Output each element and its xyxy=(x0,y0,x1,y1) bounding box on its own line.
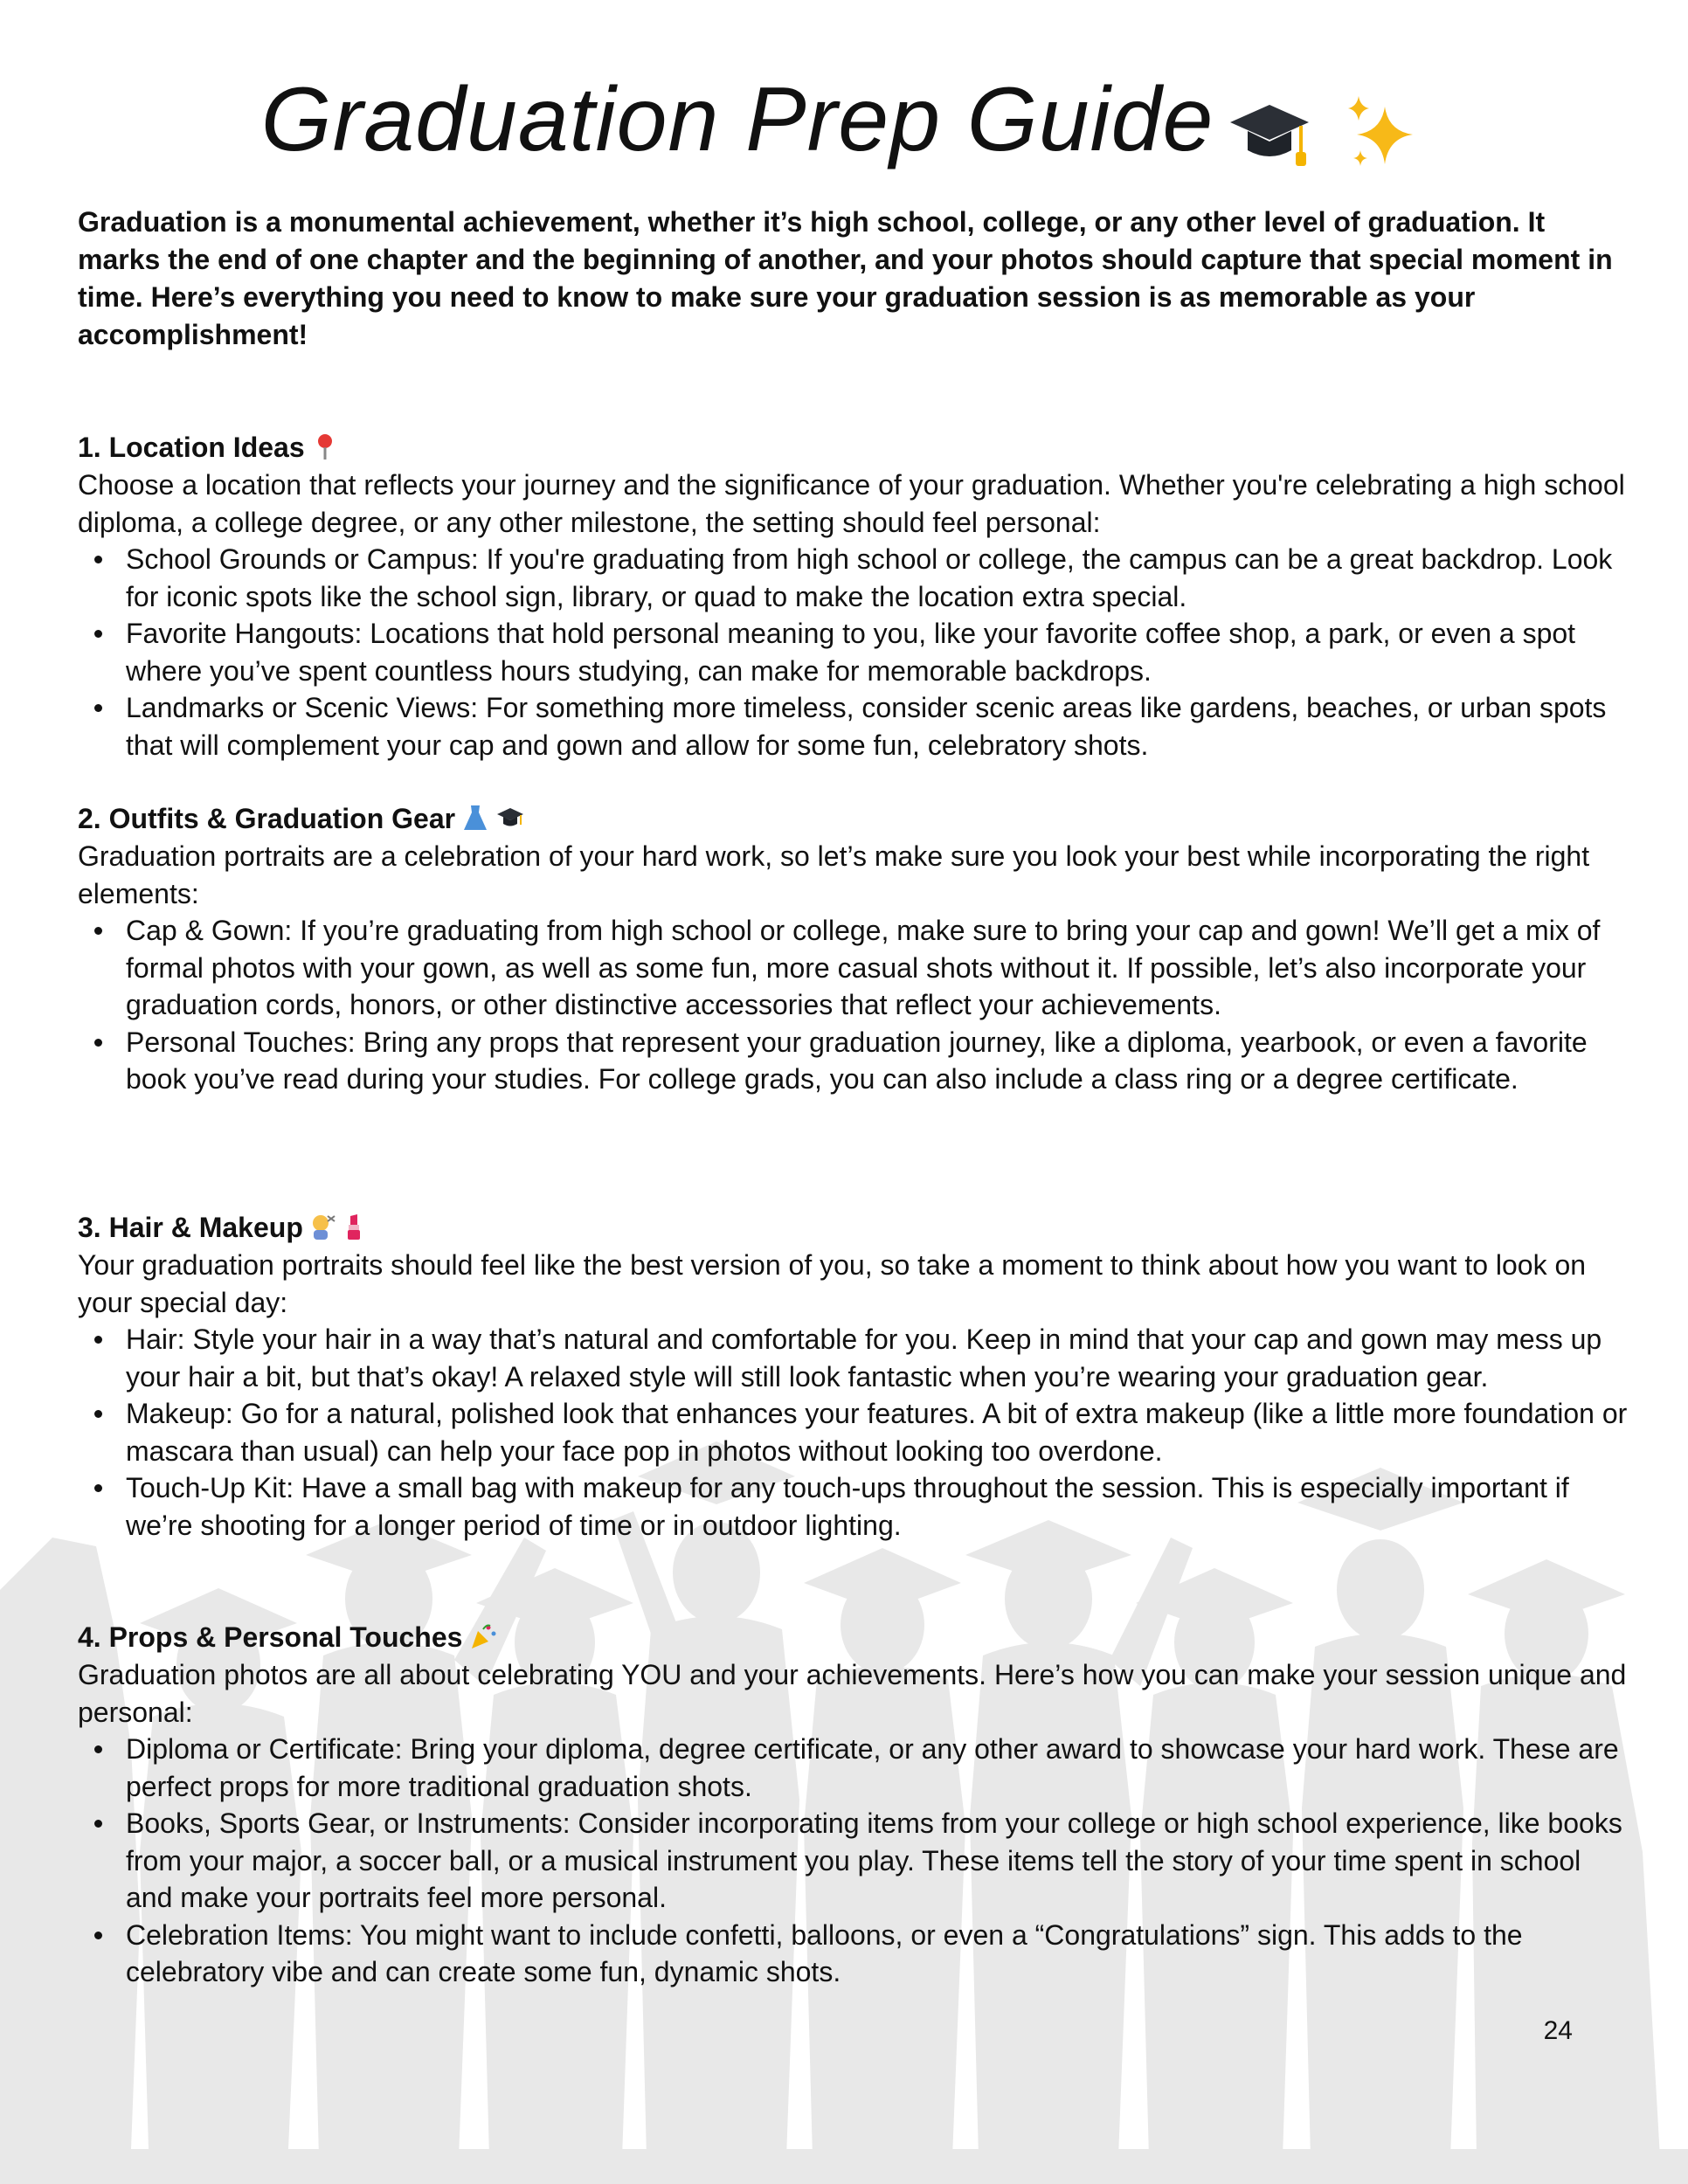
graduation-cap-icon xyxy=(496,804,524,832)
party-popper-icon xyxy=(469,1622,497,1650)
list-item: Hair: Style your hair in a way that’s natural and comfortable for you. Keep in mind that your cap and gown may mess up your hair a bit, but that’s okay! A relaxed style will still look fantastic when you’re wearing your graduation gear. xyxy=(126,1321,1633,1395)
list-item: Celebration Items: You might want to include confetti, balloons, or even a “Congratulations” sign. This adds to the celebratory vibe and can create some fun, dynamic shots. xyxy=(126,1917,1633,1991)
page-title-text: Graduation Prep Guide xyxy=(260,69,1214,170)
section-heading-text: 4. Props & Personal Touches xyxy=(78,1621,463,1653)
bullet-list xyxy=(78,541,1633,764)
page-number: 24 xyxy=(1543,2016,1573,2045)
list-item: Favorite Hangouts: Locations that hold personal meaning to you, like your favorite coffee shop, a park, or even a spot where you’ve spent countless hours studying, can make for memorable backdrops. xyxy=(126,615,1633,689)
graduation-cap-icon xyxy=(1226,89,1313,176)
list-item: Touch-Up Kit: Have a small bag with makeup for any touch-ups throughout the session. This is especially important if we’re shooting for a longer period of time or in outdoor lighting. xyxy=(126,1469,1633,1544)
intro-paragraph: Graduation is a monumental achievement, whether it’s high school, college, or any other level of graduation. It marks the end of one chapter and the beginning of another, and your photos should capture that special moment in time. Here’s everything you need to know to make sure your graduation session is as memorable as your accomplishment! xyxy=(78,206,1613,350)
list-item: School Grounds or Campus: If you're graduating from high school or college, the campus can be a great backdrop. Look for iconic spots like the school sign, library, or quad to make the location extra special. xyxy=(126,541,1633,615)
list-item: Cap & Gown: If you’re graduating from high school or college, make sure to bring your cap and gown! We’ll get a mix of formal photos with your gown, as well as some fun, more casual shots without it. If possible, let’s also incorporate your graduation cords, honors, or other distinctive accessories that reflect your achievements. xyxy=(126,912,1633,1024)
bullet-list xyxy=(78,912,1633,1098)
section-heading-text: 2. Outfits & Graduation Gear xyxy=(78,803,456,834)
section-heading xyxy=(78,1619,1633,1656)
section-props-personal-touches xyxy=(78,1619,1633,1991)
pushpin-icon xyxy=(312,432,338,460)
bullet-list xyxy=(78,1731,1633,1991)
section-heading xyxy=(78,1209,1633,1247)
section-intro: Choose a location that reflects your journey and the significance of your graduation. Whether you're celebrating a high school diploma, a college degree, or any other milestone, the setting should feel personal: xyxy=(78,469,1625,538)
list-item: Books, Sports Gear, or Instruments: Consider incorporating items from your college or high school experience, like books from your major, a soccer ball, or a musical instrument you play. These items tell the story of your time spent in school and make your portraits feel more personal. xyxy=(126,1805,1633,1917)
title-emojis xyxy=(1226,70,1427,183)
section-heading-text: 3. Hair & Makeup xyxy=(78,1212,303,1243)
lipstick-icon xyxy=(344,1213,363,1241)
bullet-list xyxy=(78,1321,1633,1544)
list-item: Diploma or Certificate: Bring your diploma, degree certificate, or any other award to showcase your hard work. These are perfect props for more traditional graduation shots. xyxy=(126,1731,1633,1805)
section-heading-text: 1. Location Ideas xyxy=(78,432,305,463)
haircut-icon xyxy=(310,1213,336,1241)
list-item: Landmarks or Scenic Views: For something more timeless, consider scenic areas like gardens, beaches, or urban spots that will complement your cap and gown and allow for some fun, celebratory shots. xyxy=(126,689,1633,764)
sparkles-icon xyxy=(1339,89,1427,176)
dress-icon xyxy=(462,804,488,832)
section-intro: Your graduation portraits should feel like the best version of you, so take a moment to think about how you want to look on your special day: xyxy=(78,1249,1587,1318)
section-heading xyxy=(78,800,1633,838)
list-item: Personal Touches: Bring any props that represent your graduation journey, like a diploma, yearbook, or even a favorite book you’ve read during your studies. For college grads, you can also include a class ring or a degree certificate. xyxy=(126,1024,1633,1098)
list-item: Makeup: Go for a natural, polished look that enhances your features. A bit of extra makeup (like a little more foundation or mascara than usual) can help your face pop in photos without looking too overdone. xyxy=(126,1395,1633,1469)
section-intro: Graduation photos are all about celebrating YOU and your achievements. Here’s how you can make your session unique and personal: xyxy=(78,1659,1627,1728)
section-location-ideas xyxy=(78,429,1633,764)
section-outfits-graduation-gear xyxy=(78,800,1633,1098)
section-hair-makeup xyxy=(78,1209,1633,1544)
page-title xyxy=(0,63,1688,183)
section-intro: Graduation portraits are a celebration of your hard work, so let’s make sure you look your best while incorporating the right elements: xyxy=(78,840,1590,909)
section-heading xyxy=(78,429,1633,467)
